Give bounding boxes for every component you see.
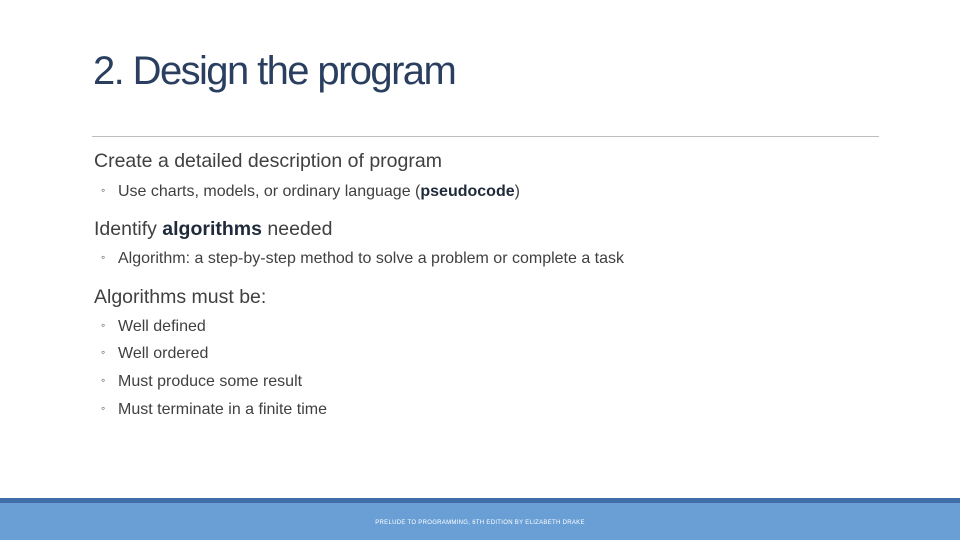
bullet-marker-icon: ◦ — [101, 401, 106, 415]
bullet-level2-well-defined — [101, 315, 206, 337]
bullet-text: Identify — [94, 218, 163, 240]
bullet-text: Must produce some result — [118, 373, 303, 390]
bullet-level1-algorithms — [94, 217, 332, 241]
bullet-text: ) — [514, 183, 520, 200]
bullet-text: Well ordered — [118, 345, 209, 362]
bullet-marker-icon: ◦ — [101, 318, 106, 332]
bullet-marker-icon: ◦ — [101, 183, 106, 197]
bullet-text: Well defined — [118, 318, 206, 335]
bullet-marker-icon: ◦ — [101, 345, 106, 359]
bullet-level2-terminate — [101, 398, 327, 420]
bullet-marker-icon: ◦ — [101, 373, 106, 387]
bullet-text: Algorithm: a step-by-step method to solve a problem or complete a task — [118, 250, 625, 267]
bullet-level1-must-be: Algorithms must be: — [94, 286, 267, 308]
bullet-level1-description: Create a detailed description of program — [94, 150, 442, 172]
title-divider — [92, 136, 879, 137]
bullet-level2-charts — [101, 180, 520, 202]
slide-title: 2. Design the program — [93, 49, 456, 93]
bullet-text: needed — [261, 218, 333, 240]
bullet-bold-term: algorithms — [162, 218, 262, 240]
footer-citation: PRELUDE TO PROGRAMMING, 6TH EDITION BY ELIZABETH DRAKE — [375, 520, 585, 526]
bullet-level2-produce-result — [101, 370, 302, 392]
bullet-marker-icon: ◦ — [101, 250, 106, 264]
bullet-level2-algorithm-def — [101, 247, 624, 269]
bullet-text: Use charts, models, or ordinary language ( — [118, 183, 421, 200]
bullet-bold-term: pseudocode — [420, 183, 515, 200]
bullet-text: Must terminate in a finite time — [118, 401, 327, 418]
bullet-level2-well-ordered — [101, 342, 208, 364]
